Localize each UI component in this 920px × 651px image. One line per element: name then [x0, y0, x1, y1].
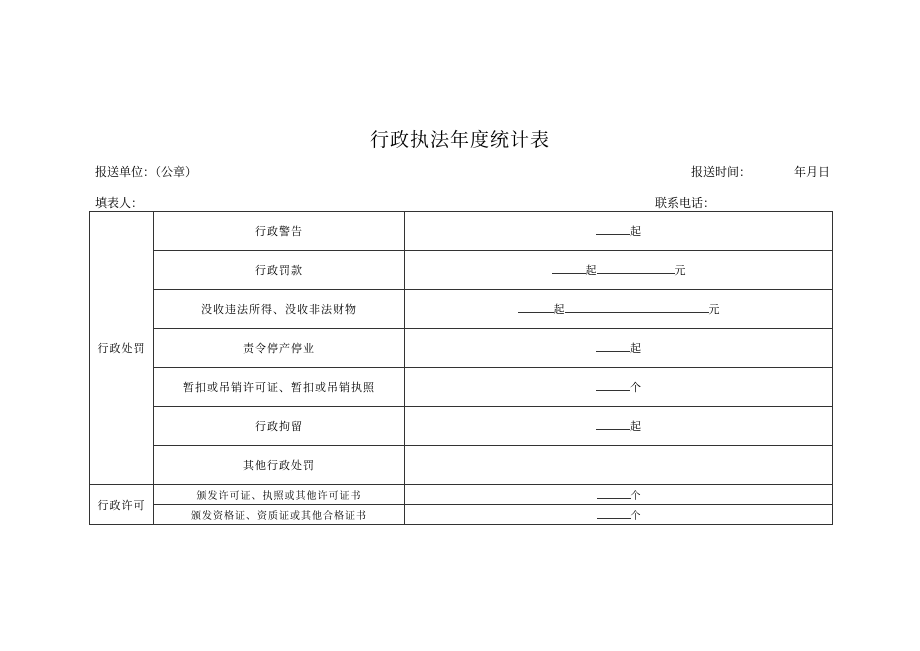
category-administrative-license: 行政许可 [90, 485, 154, 525]
table-row [90, 212, 833, 251]
report-unit-label: 报送单位：（公章） [95, 165, 198, 179]
blank-line [552, 263, 586, 274]
item-label: 行政警告 [154, 212, 405, 251]
category-administrative-penalty: 行政处罚 [90, 212, 154, 485]
unit-label: 起 [630, 342, 641, 355]
unit-label: 元 [674, 264, 686, 277]
blank-line [597, 263, 675, 274]
value-cell[interactable] [405, 485, 833, 505]
blank-line [597, 509, 631, 519]
filler-label: 填表人： [95, 196, 144, 210]
blank-line [596, 419, 630, 430]
phone-label: 联系电话： [655, 196, 716, 210]
item-label: 其他行政处罚 [154, 446, 405, 485]
report-time-label: 报送时间： [691, 165, 752, 179]
item-label: 颁发许可证、执照或其他许可证书 [154, 485, 405, 505]
item-label: 责令停产停业 [154, 329, 405, 368]
value-cell[interactable] [405, 329, 833, 368]
table-row [90, 485, 833, 505]
blank-line [518, 302, 554, 313]
report-date-label: 年月日 [794, 165, 831, 179]
table-row [90, 368, 833, 407]
unit-label: 个 [630, 491, 641, 502]
unit-label: 个 [630, 381, 641, 394]
value-cell[interactable] [405, 290, 833, 329]
item-label: 没收违法所得、没收非法财物 [154, 290, 405, 329]
table-row [90, 329, 833, 368]
table-row [90, 407, 833, 446]
unit-label: 起 [553, 303, 565, 316]
table-row [90, 290, 833, 329]
page-title: 行政执法年度统计表 [369, 129, 550, 151]
unit-label: 起 [630, 420, 641, 433]
blank-line [565, 302, 709, 313]
blank-line [596, 341, 630, 352]
value-cell[interactable] [405, 251, 833, 290]
value-cell[interactable] [405, 368, 833, 407]
item-label: 颁发资格证、资质证或其他合格证书 [154, 505, 405, 525]
table-row [90, 505, 833, 525]
blank-line [596, 380, 630, 391]
statistics-table [89, 211, 833, 525]
value-cell[interactable] [405, 407, 833, 446]
blank-line [597, 489, 631, 499]
item-label: 行政罚款 [154, 251, 405, 290]
table-row [90, 446, 833, 485]
unit-label: 个 [630, 511, 641, 522]
value-cell[interactable] [405, 212, 833, 251]
unit-label: 起 [630, 225, 641, 238]
value-cell[interactable] [405, 446, 833, 485]
item-label: 暂扣或吊销许可证、暂扣或吊销执照 [154, 368, 405, 407]
item-label: 行政拘留 [154, 407, 405, 446]
unit-label: 起 [585, 264, 597, 277]
table-row [90, 251, 833, 290]
unit-label: 元 [708, 303, 720, 316]
blank-line [596, 224, 630, 235]
value-cell[interactable] [405, 505, 833, 525]
